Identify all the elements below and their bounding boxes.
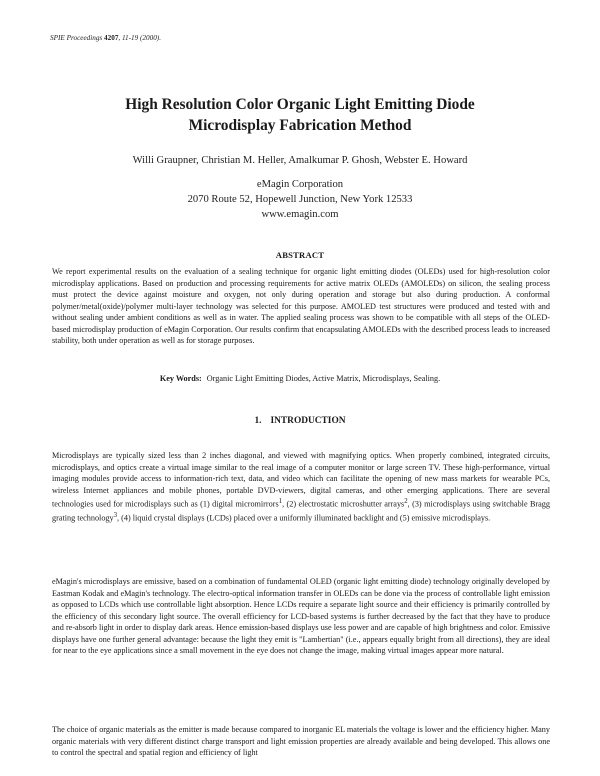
section-title: INTRODUCTION [270, 416, 346, 426]
affiliation-org: eMagin Corporation [256, 179, 344, 190]
section-number: 1. [254, 416, 262, 426]
citation-rest: , 11-19 (2000). [118, 34, 161, 42]
abstract-text: We report experimental results on the evaluation of a sealing technique for organic light emitting diodes (OLEDs) used for high-resolution color microdisplay applications. Based on production and processing requirements for active matrix OLEDs (AMOLEDs) on silicon, the sealing process must protect the device against moisture and oxygen, not only during operation and storage but also during production. A conformal polymer/metal(oxide)/polymer multi-layer technology was selected for this purpose. AMOLED test structures were produced and tested with and without sealing under ambient conditions as well as in water. The applied sealing process was shown to be compatible with all steps of the OLED-based microdisplay production of eMagin Corporation. Our results confirm that encapsulating AMOLEDs with the described process leads to increased stability, both under operation as well as for storage purposes. [52, 267, 550, 346]
intro-paragraph-3: The choice of organic materials as the emitter is made because compared to inorganic EL materials the voltage is lower and the efficiency higher. Many organic materials with very different distinct charge transport and light emission properties are already available and being developed. This allows one to control the spectral and spatial region and efficiency of light [52, 725, 550, 758]
section-heading-introduction [0, 416, 600, 426]
keywords-line [0, 374, 600, 383]
affiliation-address: 2070 Route 52, Hopewell Junction, New York 12533 [187, 194, 413, 205]
citation-journal: SPIE Proceedings [50, 34, 103, 42]
citation-ref-2: 2 [404, 498, 408, 506]
citation-ref-3: 3 [113, 512, 118, 520]
paper-title [0, 94, 600, 136]
paragraph-text: , (3) microdisplays using switchable Bragg grating technology [52, 499, 550, 524]
paragraph-text: , (4) liquid crystal displays (LCDs) placed over a uniformly illuminated backlight and (5) emissive microdisplays. [117, 514, 491, 524]
keywords-text: Organic Light Emitting Diodes, Active Matrix, Microdisplays, Sealing. [206, 374, 441, 383]
citation-ref-1: 1 [278, 498, 283, 506]
paper-title-line-1: High Resolution Color Organic Light Emitting Diode [125, 96, 475, 113]
paragraph-text: , (2) electrostatic microshutter arrays [282, 499, 405, 509]
citation-line [50, 34, 161, 42]
author-list: Willi Graupner, Christian M. Heller, Amalkumar P. Ghosh, Webster E. Howard [132, 155, 468, 166]
abstract-heading: ABSTRACT [275, 250, 325, 260]
intro-paragraph-2: eMagin's microdisplays are emissive, based on a combination of fundamental OLED (organic light emitting diode) technology originally developed by Eastman Kodak and eMagin's technology. The electro-optical information transfer in OLEDs can be done via the process of controllable light emission as opposed to LCDs which use controllable light absorption. Hence LCDs require a separate light source and their efficiency is primarily controlled by the efficiency of this secondary light source. The overall efficiency for LCD-based systems is further decreased by the fact that they have to produce and re-absorb light in order to display dark areas. Hence emission-based displays use less power and are capable of high brightness and color. Emissive displays have one further general advantage: because the light they emit is "Lambertian" (i.e., appears equally bright from all directions), they are ideal for near to the eye applications since a small movement in the eye does not change the image, making virtual images appear more natural. [52, 577, 550, 656]
intro-paragraph-1 [52, 450, 550, 525]
affiliation-url: www.emagin.com [261, 209, 339, 220]
paragraph-text: Microdisplays are typically sized less than 2 inches diagonal, and viewed with magnifying optics. When properly combined, integrated circuits, microdisplays, and optics create a virtual image similar to the real image of a computer monitor or large screen TV. These high-performance, virtual imaging modules provide access to information-rich text, data, and video which can facilitate the opening of new mass markets for wearable PCs, wireless Internet appliances and mobile phones, portable DVD-viewers, digital cameras, and other emerging applications. There are several technologies used for microdisplays such as (1) digital micromirrors [52, 451, 550, 509]
citation-volume: 4207 [104, 34, 119, 42]
paper-title-line-2: Microdisplay Fabrication Method [188, 117, 412, 134]
affiliation [0, 177, 600, 222]
keywords-label: Key Words: [159, 374, 202, 383]
